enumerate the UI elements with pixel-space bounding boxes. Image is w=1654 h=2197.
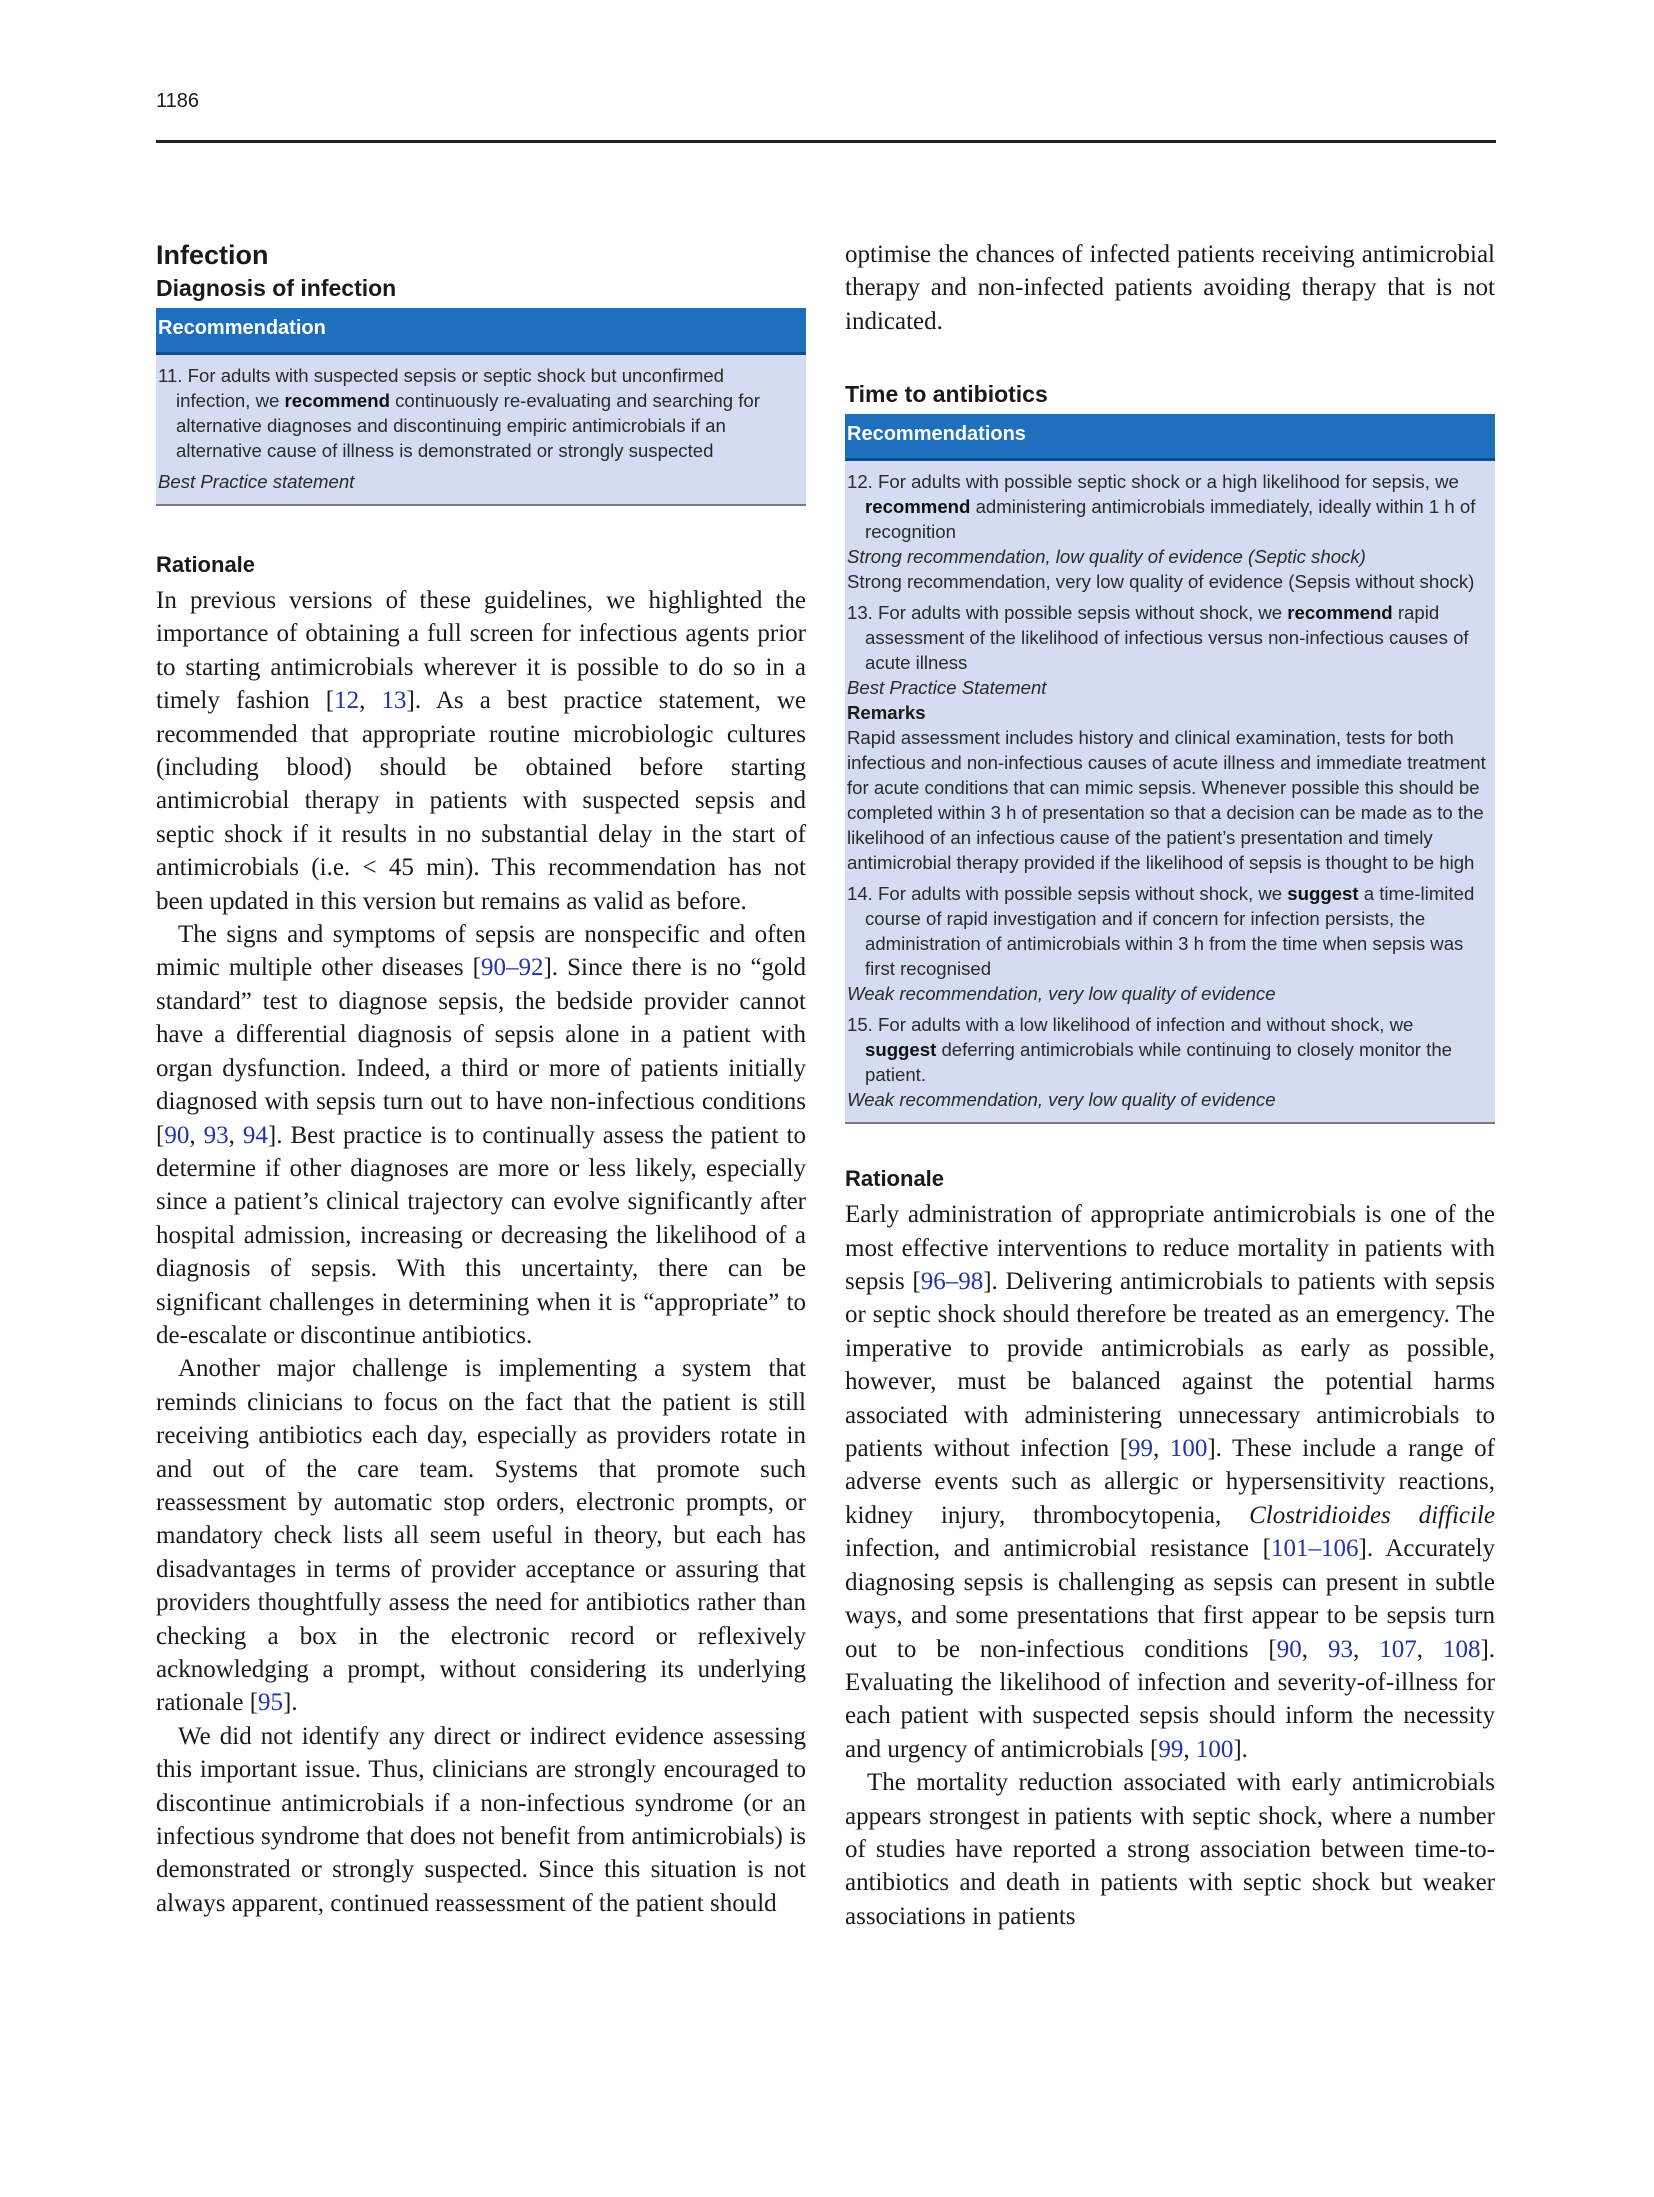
citation-link[interactable]: 12 — [334, 687, 360, 715]
left-column — [156, 238, 806, 1920]
recommendation-box-body — [156, 355, 806, 506]
recommendation-12: 12. For adults with possible septic shock or a high likelihood for sepsis, we recommend administering antimicrobials immediately, ideally within 1 h of recognition — [847, 471, 1476, 543]
citation-link[interactable]: 100 — [1195, 1735, 1234, 1763]
body-paragraph: The mortality reduction associated with early antimicrobials appears strongest in patients with septic shock, where a number of studies have reported a strong association between time-to-antibiotics and death in patients with septic shock but weaker associations in patients — [845, 1769, 1495, 1930]
right-column — [845, 238, 1495, 1933]
page-number: 1186 — [156, 90, 200, 112]
citation-link[interactable]: 99 — [1128, 1435, 1154, 1463]
citation-link[interactable]: 90 — [1276, 1635, 1302, 1663]
recommendation-14-grade: Weak recommendation, very low quality of evidence — [847, 983, 1276, 1005]
recommendation-14: 14. For adults with possible sepsis without shock, we suggest a time-limited course of rapid investigation and if concern for infection persists, the administration of antimicrobials within 3 h from the time when sepsis was first recognised — [847, 883, 1475, 980]
recommendation-13: 13. For adults with possible sepsis without shock, we recommend rapid assessment of the likelihood of infectious versus non-infectious causes of acute illness — [847, 602, 1469, 674]
citation-link[interactable]: 13 — [381, 687, 407, 715]
recommendations-box-header: Recommendations — [845, 414, 1495, 461]
recommendation-box — [156, 308, 806, 506]
citation-link[interactable]: 101–106 — [1271, 1535, 1359, 1563]
recommendation-15: 15. For adults with a low likelihood of infection and without shock, we suggest deferring antimicrobials while continuing to closely monitor the patient. — [847, 1014, 1453, 1086]
rationale-heading: Rationale — [156, 552, 256, 577]
recommendation-11: 11. For adults with suspected sepsis or septic shock but unconfirmed infection, we recommend continuously re-evaluating and searching for alternative diagnoses and discontinuing empiric antimicrobials if an alternative cause of illness is demonstrated or strongly suspected — [158, 365, 760, 461]
remarks-heading: Remarks — [847, 702, 926, 724]
citation-link[interactable]: 94 — [242, 1121, 268, 1149]
recommendation-13-grade: Best Practice Statement — [847, 677, 1047, 699]
header-rule — [156, 140, 1496, 143]
subsection-title: Diagnosis of infection — [156, 275, 397, 301]
citation-link[interactable]: 96–98 — [920, 1268, 984, 1296]
citation-link[interactable]: 100 — [1169, 1435, 1208, 1463]
recommendations-box-body — [845, 461, 1495, 1124]
citation-link[interactable]: 90 — [164, 1121, 190, 1149]
recommendation-12-grade-b: Strong recommendation, very low quality of evidence (Sepsis without shock) — [847, 571, 1475, 593]
recommendation-11-grade: Best Practice statement — [158, 471, 355, 492]
recommendation-12-grade-a: Strong recommendation, low quality of evidence (Septic shock) — [847, 546, 1366, 568]
remarks-text: Rapid assessment includes history and clinical examination, tests for both infectious and non-infectious causes of acute illness and immediate treatment for acute conditions that can mimic sepsis. Whenever possible this should be completed within 3 h of presentation so that a decision can be made as to the likelihood of an infectious cause of the patient’s presentation and timely antimicrobial therapy provided if the likelihood of sepsis is thought to be high — [847, 727, 1486, 874]
recommendation-15-grade: Weak recommendation, very low quality of evidence — [847, 1089, 1276, 1111]
section-title: Infection — [156, 240, 269, 270]
citation-link[interactable]: 108 — [1442, 1635, 1481, 1663]
recommendation-box-header: Recommendation — [156, 308, 806, 355]
citation-link[interactable]: 99 — [1158, 1735, 1184, 1763]
citation-link[interactable]: 93 — [203, 1121, 229, 1149]
citation-link[interactable]: 90–92 — [480, 954, 544, 982]
body-paragraph: optimise the chances of infected patients receiving antimicrobial therapy and non-infected patients avoiding therapy that is not indicated. — [845, 241, 1495, 335]
body-paragraph: Another major challenge is implementing a system that reminds clinicians to focus on the fact that the patient is still receiving antibiotics each day, especially as providers rotate in and out of the care team. Systems that promote such reassessment by automatic stop orders, electronic prompts, or mandatory check lists all seem useful in theory, but each has disadvantages in terms of provider acceptance or assuring that providers thoughtfully assess the need for antibiotics rather than checking a box in the electronic record or reflexively acknowledging a prompt, without considering its underlying rationale [95]. — [156, 1355, 806, 1717]
body-paragraph: Early administration of appropriate antimicrobials is one of the most effective interventions to reduce mortality in patients with sepsis [96–98]. Delivering antimicrobials to patients with sepsis or septic shock should therefore be treated as an emergency. The imperative to provide antimicrobials as early as possible, however, must be balanced against the potential harms associated with administering unnecessary antimicrobials to patients without infection [99, 100]. These include a range of adverse events such as allergic or hypersensitivity reactions, kidney injury, thrombocytopenia, Clostridioides difficile infection, and antimicrobial resistance [101–106]. Accurately diagnosing sepsis is challenging as sepsis can present in subtle ways, and some presentations that first appear to be sepsis turn out to be non-infectious conditions [90, 93, 107, 108]. Evaluating the likelihood of infection and severity-of-illness for each patient with suspected sepsis should inform the necessity and urgency of antimicrobials [99, 100]. — [845, 1201, 1496, 1763]
citation-link[interactable]: 107 — [1379, 1635, 1417, 1663]
body-paragraph: We did not identify any direct or indirect evidence assessing this important issue. Thus, clinicians are strongly encouraged to discontinue antimicrobials if a non-infectious syndrome (or an infectious syndrome that does not benefit from antimicrobials) is demonstrated or strongly suspected. Since this situation is not always apparent, continued reassessment of the patient should — [156, 1722, 806, 1917]
subsection-title: Time to antibiotics — [845, 381, 1048, 408]
citation-link[interactable]: 95 — [258, 1689, 284, 1717]
body-paragraph: In previous versions of these guidelines, we highlighted the importance of obtaining a full screen for infectious agents prior to starting antimicrobials wherever it is possible to do so in a timely fashion [12, 13]. As a best practice statement, we recommended that appropriate routine microbiologic cultures (including blood) should be obtained before starting antimicrobial therapy in patients with suspected sepsis and septic shock if it results in no substantial delay in the start of antimicrobials (i.e. < 45 min). This recommendation has not been updated in this version but remains as valid as before. — [156, 587, 807, 915]
recommendations-box — [845, 414, 1495, 1124]
rationale-heading: Rationale — [845, 1166, 945, 1192]
citation-link[interactable]: 93 — [1327, 1635, 1353, 1663]
body-paragraph: The signs and symptoms of sepsis are nonspecific and often mimic multiple other diseases [90–92]. Since there is no “gold standard” test to diagnose sepsis, the bedside provider cannot have a differential diagnosis of sepsis alone in a patient with organ dysfunction. Indeed, a third or more of patients initially diagnosed with sepsis turn out to have non-infectious conditions [90, 93, 94]. Best practice is to continually assess the patient to determine if other diagnoses are more or less likely, especially since a patient’s clinical trajectory can evolve significantly after hospital admission, increasing or decreasing the likelihood of a diagnosis of sepsis. With this uncertainty, there can be significant challenges in determining when it is “appropriate” to de-escalate or discontinue antibiotics. — [156, 921, 806, 1349]
